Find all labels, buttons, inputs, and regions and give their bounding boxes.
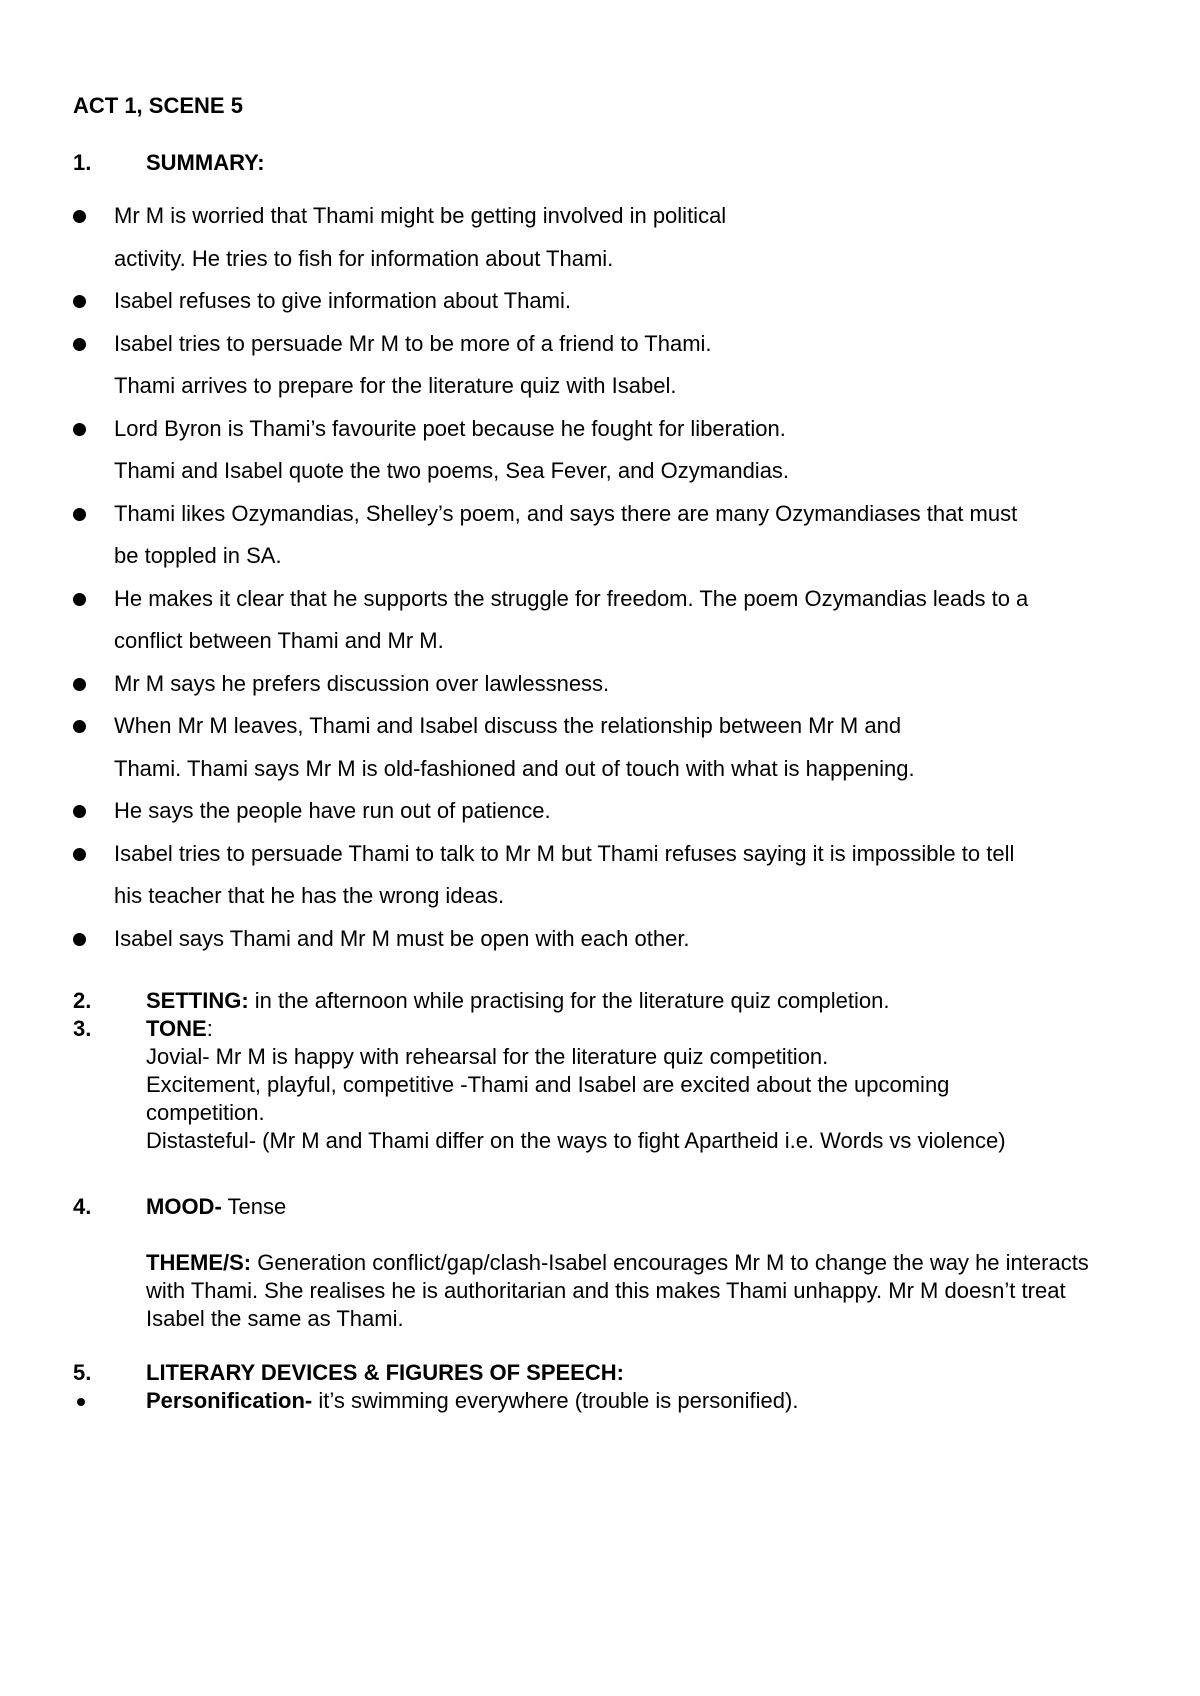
- summary-line-text: Lord Byron is Thami’s favourite poet because he fought for liberation.: [114, 415, 786, 441]
- mood-number: 4.: [73, 1194, 92, 1219]
- summary-continuation-line: [73, 620, 1143, 663]
- tone-number: 3.: [73, 1016, 92, 1041]
- summary-line-text: Mr M is worried that Thami might be getting involved in political: [114, 203, 727, 228]
- summary-bullet-item: [73, 833, 1143, 876]
- summary-number: 1.: [73, 150, 92, 175]
- literary-devices-number: 5.: [73, 1360, 92, 1385]
- summary-line-text: Isabel refuses to give information about Thami.: [114, 288, 571, 313]
- literary-devices-section: [73, 1359, 1153, 1387]
- bullet-icon: [77, 1398, 85, 1406]
- themes-text: Generation conflict/gap/clash-Isabel encourages Mr M to change the way he interacts with Thami. She realises he is authoritarian and this makes Thami unhappy. Mr M doesn’t treat Isabel the same as Thami.: [146, 1250, 1089, 1331]
- summary-line-text: Isabel tries to persuade Thami to talk to Mr M but Thami refuses saying it is impossible to tell: [114, 840, 1015, 866]
- tone-line: [73, 1071, 1153, 1127]
- setting-label: SETTING:: [146, 988, 249, 1013]
- mood-section: [73, 1193, 1153, 1221]
- summary-continuation-line: [73, 535, 1143, 578]
- tone-label: TONE: [146, 1016, 207, 1041]
- summary-bullet-item: [73, 918, 1143, 961]
- tone-line: [73, 1043, 1153, 1071]
- literary-device-term: Personification-: [146, 1388, 313, 1413]
- literary-device-item: [73, 1387, 1153, 1415]
- summary-continuation-line: [73, 450, 1143, 493]
- summary-continuation-line: [73, 748, 1143, 791]
- tone-section: [73, 1015, 1153, 1043]
- literary-devices-heading: LITERARY DEVICES & FIGURES OF SPEECH:: [146, 1360, 624, 1385]
- summary-line-text: Isabel says Thami and Mr M must be open with each other.: [114, 925, 690, 951]
- tone-line-text: Jovial- Mr M is happy with rehearsal for the literature quiz competition.: [146, 1044, 829, 1069]
- mood-block: [73, 1193, 1153, 1221]
- summary-line-text: He makes it clear that he supports the struggle for freedom. The poem Ozymandias leads to a: [114, 585, 1029, 611]
- summary-bullet-item: [73, 280, 1143, 323]
- summary-heading: SUMMARY:: [146, 150, 265, 175]
- literary-devices-block: [73, 1359, 1153, 1415]
- tone-colon: :: [206, 1016, 213, 1041]
- summary-bullet-item: [73, 663, 1143, 706]
- summary-line-text: be toppled in SA.: [114, 543, 282, 568]
- mood-text: Tense: [221, 1194, 287, 1219]
- setting-number: 2.: [73, 988, 92, 1013]
- tone-line-text: Distasteful- (Mr M and Thami differ on the ways to fight Apartheid i.e. Words vs violence): [146, 1128, 1006, 1153]
- summary-line-text: Thami likes Ozymandias, Shelley’s poem, and says there are many Ozymandiases that must: [114, 500, 1018, 526]
- summary-bullet-item: [73, 578, 1143, 621]
- summary-bullet-item: [73, 493, 1143, 536]
- summary-line-text: Thami arrives to prepare for the literature quiz with Isabel.: [114, 373, 677, 398]
- document-title: ACT 1, SCENE 5: [73, 93, 243, 118]
- setting-tone-block: [73, 987, 1153, 1155]
- themes-block: [73, 1249, 1093, 1333]
- summary-line-text: his teacher that he has the wrong ideas.: [114, 883, 505, 908]
- summary-line-text: Thami. Thami says Mr M is old-fashioned and out of touch with what is happening.: [114, 755, 915, 781]
- tone-line-text: Excitement, playful, competitive -Thami and Isabel are excited about the upcoming competition.: [146, 1072, 950, 1125]
- setting-section: [73, 987, 1153, 1015]
- summary-list: [73, 195, 1143, 960]
- summary-line-text: Isabel tries to persuade Mr M to be more of a friend to Thami.: [114, 330, 712, 356]
- tone-line: [73, 1127, 1153, 1155]
- summary-line-text: Thami and Isabel quote the two poems, Sea Fever, and Ozymandias.: [114, 458, 790, 483]
- summary-bullet-item: [73, 195, 1143, 238]
- summary-continuation-line: [73, 365, 1143, 408]
- mood-label: MOOD-: [146, 1194, 222, 1219]
- summary-line-text: conflict between Thami and Mr M.: [114, 628, 444, 653]
- themes-section: [73, 1249, 1093, 1333]
- summary-line-text: He says the people have run out of patience.: [114, 798, 551, 823]
- literary-device-text: it’s swimming everywhere (trouble is personified).: [312, 1388, 799, 1413]
- summary-continuation-line: [73, 238, 1143, 281]
- summary-bullet-item: [73, 705, 1143, 748]
- summary-line-text: activity. He tries to fish for information about Thami.: [114, 245, 614, 271]
- summary-bullet-item: [73, 790, 1143, 833]
- themes-label: THEME/S:: [146, 1250, 252, 1275]
- summary-bullet-item: [73, 323, 1143, 366]
- setting-text: in the afternoon while practising for the literature quiz completion.: [248, 988, 890, 1013]
- summary-bullet-item: [73, 408, 1143, 451]
- summary-continuation-line: [73, 875, 1143, 918]
- summary-line-text: When Mr M leaves, Thami and Isabel discuss the relationship between Mr M and: [114, 713, 902, 738]
- summary-line-text: Mr M says he prefers discussion over lawlessness.: [114, 670, 610, 696]
